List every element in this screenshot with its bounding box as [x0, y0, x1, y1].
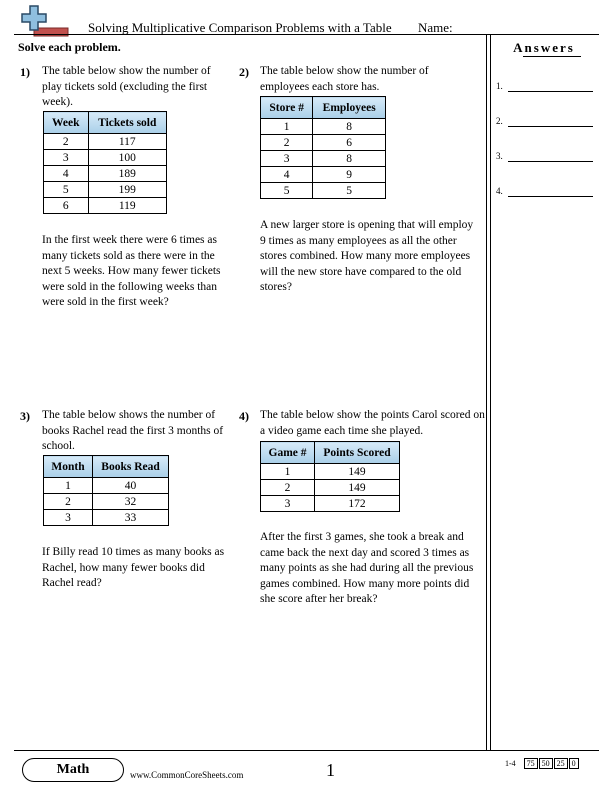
problem-1-question: In the first week there were 6 times as many tickets sold as there were in the next 5 weeks. How many fewer tickets were sold in the following weeks than were sold in the first week?: [42, 234, 221, 308]
table-row: 4 9: [261, 167, 386, 183]
problem-1-table: [43, 111, 167, 214]
problem-2-table: [260, 96, 386, 199]
problem-4-question: After the first 3 games, she took a break and came back the next day and scored 3 times as many points as she had during all the previous games combined. How many more points did she score after her break?: [260, 531, 474, 605]
problem-number: 3): [20, 409, 30, 423]
problem-4-table: [260, 441, 400, 512]
answer-field-1[interactable]: [496, 81, 596, 95]
problem-4-intro: The table below show the points Carol scored on a video game each time she played.: [260, 409, 485, 437]
answers-title-underline: [523, 56, 581, 57]
table-header: Books Read: [93, 456, 169, 478]
score-box: 75: [524, 758, 538, 769]
table-header: Game #: [261, 442, 315, 464]
problem-3-question: If Billy read 10 times as many books as Rachel, how many fewer books did Rachel read?: [42, 546, 225, 589]
instructions: Solve each problem.: [18, 40, 121, 54]
score-key: [505, 758, 579, 769]
answer-column-divider-inner: [490, 35, 491, 750]
table-row: 2 149: [261, 480, 400, 496]
plus-logo-icon: [20, 4, 70, 38]
table-row: 5 5: [261, 183, 386, 199]
problem-number: 4): [239, 409, 249, 423]
answer-number: 1.: [496, 81, 503, 91]
answer-field-4[interactable]: [496, 186, 596, 200]
answer-number: 4.: [496, 186, 503, 196]
problem-number: 2): [239, 65, 249, 79]
page-number: 1: [326, 760, 335, 780]
table-row: 2 6: [261, 135, 386, 151]
table-row: 3 8: [261, 151, 386, 167]
table-header: Month: [44, 456, 93, 478]
problem-1-intro: The table below show the number of play tickets sold (excluding the first week).: [42, 65, 211, 108]
score-box: 50: [539, 758, 553, 769]
problem-2-intro: The table below show the number of employees each store has.: [260, 65, 429, 93]
table-row: 5 199: [44, 182, 167, 198]
table-row: 6 119: [44, 198, 167, 214]
name-label: Name:: [418, 20, 453, 35]
problem-3-intro: The table below shows the number of books Rachel read the first 3 months of school.: [42, 409, 224, 452]
table-row: 4 189: [44, 166, 167, 182]
table-row: 2 32: [44, 494, 169, 510]
worksheet-title: Solving Multiplicative Comparison Problems with a Table: [88, 20, 392, 35]
answer-field-2[interactable]: [496, 116, 596, 130]
problem-2-question: A new larger store is opening that will employ 9 times as many employees as all the other stores combined. How many more employees will the new store have compared to the old stores?: [260, 219, 474, 293]
table-header: Store #: [261, 97, 313, 119]
answer-column-divider: [486, 35, 487, 750]
answers-title: Answers: [513, 40, 575, 55]
table-header: Employees: [313, 97, 386, 119]
table-header: Week: [44, 112, 89, 134]
table-row: 1 8: [261, 119, 386, 135]
footer-divider: [14, 750, 599, 751]
answer-number: 3.: [496, 151, 503, 161]
table-header: Points Scored: [315, 442, 400, 464]
table-row: 3 172: [261, 496, 400, 512]
table-row: 3 100: [44, 150, 167, 166]
problem-number: 1): [20, 65, 30, 79]
subject-badge: Math: [22, 758, 124, 782]
answer-field-3[interactable]: [496, 151, 596, 165]
table-row: 1 149: [261, 464, 400, 480]
problem-3-table: [43, 455, 169, 526]
answer-number: 2.: [496, 116, 503, 126]
table-row: 3 33: [44, 510, 169, 526]
score-box: 0: [569, 758, 579, 769]
score-box: 25: [554, 758, 568, 769]
score-range: 1-4: [505, 759, 516, 768]
site-url: www.CommonCoreSheets.com: [130, 770, 244, 780]
table-header: Tickets sold: [88, 112, 166, 134]
table-row: 2 117: [44, 134, 167, 150]
table-row: 1 40: [44, 478, 169, 494]
header-divider: [14, 34, 599, 35]
